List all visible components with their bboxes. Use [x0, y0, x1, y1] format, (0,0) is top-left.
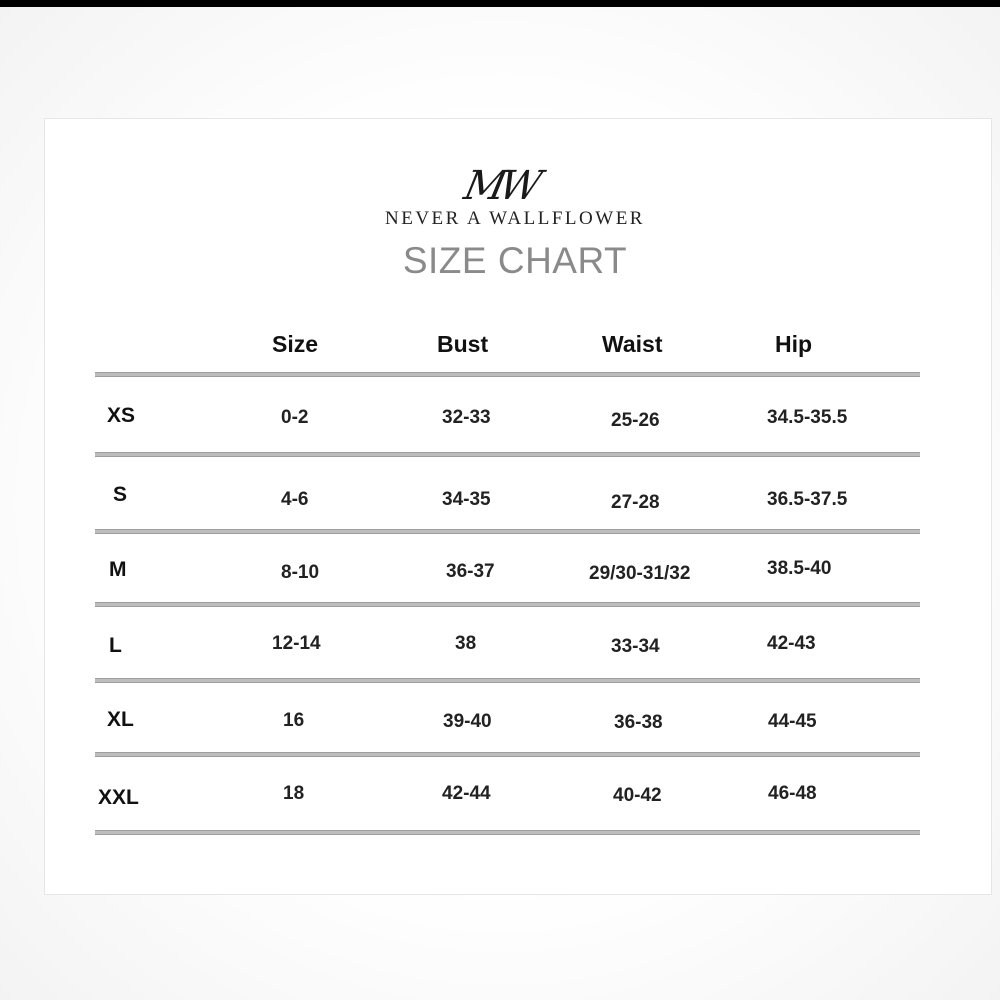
page-title: SIZE CHART [402, 240, 628, 281]
row-divider [95, 452, 920, 457]
waist-cell: 33-34 [611, 636, 660, 657]
bust-cell: 36-37 [446, 561, 495, 582]
hip-cell: 42-43 [767, 633, 816, 654]
size-cell: 0-2 [281, 407, 309, 428]
size-cell: 18 [283, 783, 305, 804]
column-header-hip: Hip [775, 331, 813, 357]
table-bottom-divider [95, 830, 920, 835]
top-border [0, 0, 1000, 7]
row-divider [95, 529, 920, 534]
brand-monogram-logo: MW [460, 163, 540, 209]
size-cell: 8-10 [281, 562, 320, 583]
bust-cell: 39-40 [443, 711, 492, 732]
column-header-bust: Bust [437, 331, 489, 357]
column-header-waist: Waist [602, 331, 663, 357]
row-label: S [113, 483, 128, 506]
column-header-size: Size [272, 331, 319, 357]
row-label: XS [107, 404, 136, 427]
waist-cell: 40-42 [613, 785, 662, 806]
brand-name: NEVER A WALLFLOWER [385, 208, 645, 229]
hip-cell: 38.5-40 [767, 558, 832, 579]
row-divider [95, 752, 920, 757]
bust-cell: 42-44 [442, 783, 491, 804]
waist-cell: 36-38 [614, 712, 663, 733]
size-cell: 12-14 [272, 633, 321, 654]
hip-cell: 46-48 [768, 783, 817, 804]
row-label: XL [107, 708, 134, 731]
row-label: XXL [98, 786, 139, 809]
hip-cell: 34.5-35.5 [767, 407, 848, 428]
row-divider [95, 678, 920, 683]
bust-cell: 32-33 [442, 407, 491, 428]
row-label: L [109, 634, 122, 657]
hip-cell: 36.5-37.5 [767, 489, 848, 510]
size-cell: 16 [283, 710, 305, 731]
waist-cell: 25-26 [611, 410, 660, 431]
hip-cell: 44-45 [768, 711, 817, 732]
row-label: M [109, 558, 127, 581]
row-divider [95, 602, 920, 607]
header-divider [95, 372, 920, 377]
waist-cell: 27-28 [611, 492, 660, 513]
waist-cell: 29/30-31/32 [589, 563, 691, 584]
size-cell: 4-6 [281, 489, 309, 510]
bust-cell: 38 [455, 633, 477, 654]
bust-cell: 34-35 [442, 489, 491, 510]
size-chart-card [44, 118, 992, 895]
